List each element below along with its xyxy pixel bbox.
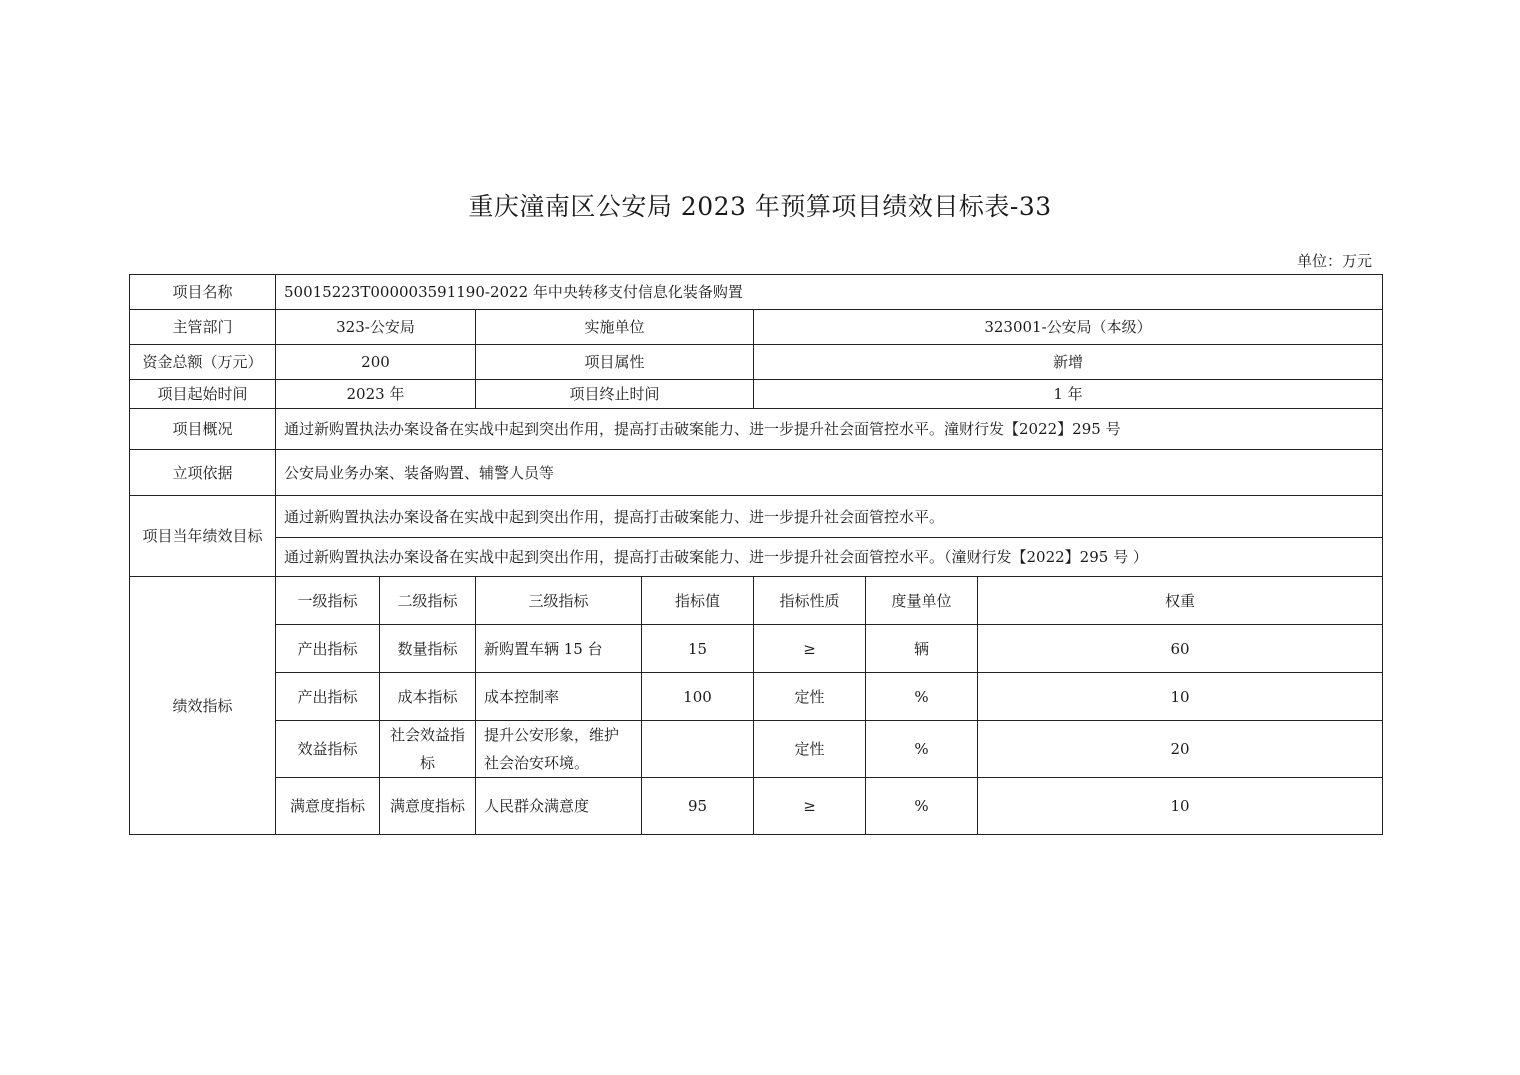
cell-l1: 效益指标: [276, 721, 380, 778]
header-nature: 指标性质: [754, 577, 866, 625]
row-basis: [130, 450, 1383, 496]
cell-weight: 10: [978, 778, 1383, 835]
page-title: 重庆潼南区公安局 2023 年预算项目绩效目标表-33: [468, 192, 1052, 221]
performance-table: [129, 274, 1383, 835]
cell-l1: 产出指标: [276, 625, 380, 673]
impl-unit-value: 323001-公安局（本级）: [754, 310, 1383, 345]
attr-value: 新增: [754, 345, 1383, 380]
header-l1: 一级指标: [276, 577, 380, 625]
cell-unit: %: [866, 721, 978, 778]
table-row: [130, 778, 1383, 835]
row-goal-2: [130, 538, 1383, 577]
cell-weight: 10: [978, 673, 1383, 721]
unit-label: 单位：万元: [1296, 252, 1372, 270]
cell-l2: 数量指标: [380, 625, 476, 673]
basis-value: 公安局业务办案、装备购置、辅警人员等: [276, 450, 1383, 496]
annual-goal-line-1: 通过新购置执法办案设备在实战中起到突出作用，提高打击破案能力、进一步提升社会面管控水平。: [276, 496, 1383, 538]
annual-goal-label: 项目当年绩效目标: [130, 496, 276, 577]
cell-nature: 定性: [754, 721, 866, 778]
annual-goal-line-2: 通过新购置执法办案设备在实战中起到突出作用，提高打击破案能力、进一步提升社会面管控水平。（潼财行发【2022】295 号 ）: [276, 538, 1383, 577]
cell-l1: 产出指标: [276, 673, 380, 721]
indicator-header-row: [130, 577, 1383, 625]
cell-value: 100: [642, 673, 754, 721]
cell-l3: 提升公安形象，维护社会治安环境。: [476, 721, 642, 778]
dept-label: 主管部门: [130, 310, 276, 345]
attr-label: 项目属性: [476, 345, 754, 380]
cell-unit: %: [866, 778, 978, 835]
header-l2: 二级指标: [380, 577, 476, 625]
cell-weight: 60: [978, 625, 1383, 673]
overview-label: 项目概况: [130, 409, 276, 450]
header-weight: 权重: [978, 577, 1383, 625]
header-unit: 度量单位: [866, 577, 978, 625]
cell-nature: ≥: [754, 778, 866, 835]
row-goal-1: [130, 496, 1383, 538]
dept-value: 323-公安局: [276, 310, 476, 345]
cell-nature: ≥: [754, 625, 866, 673]
row-overview: [130, 409, 1383, 450]
cell-value: 95: [642, 778, 754, 835]
cell-l2: 满意度指标: [380, 778, 476, 835]
cell-l3: 人民群众满意度: [476, 778, 642, 835]
cell-weight: 20: [978, 721, 1383, 778]
end-label: 项目终止时间: [476, 380, 754, 409]
cell-l3: 新购置车辆 15 台: [476, 625, 642, 673]
cell-value: 15: [642, 625, 754, 673]
project-name-label: 项目名称: [130, 275, 276, 310]
cell-l2: 成本指标: [380, 673, 476, 721]
cell-l2: 社会效益指标: [380, 721, 476, 778]
funds-label: 资金总额（万元）: [130, 345, 276, 380]
header-value: 指标值: [642, 577, 754, 625]
cell-value: [642, 721, 754, 778]
table-row: [130, 625, 1383, 673]
impl-unit-label: 实施单位: [476, 310, 754, 345]
cell-l1: 满意度指标: [276, 778, 380, 835]
cell-unit: 辆: [866, 625, 978, 673]
funds-value: 200: [276, 345, 476, 380]
basis-label: 立项依据: [130, 450, 276, 496]
start-value: 2023 年: [276, 380, 476, 409]
header-l3: 三级指标: [476, 577, 642, 625]
table-row: [130, 673, 1383, 721]
table-row: [130, 721, 1383, 778]
row-funds: [130, 345, 1383, 380]
row-project-name: [130, 275, 1383, 310]
row-period: [130, 380, 1383, 409]
end-value: 1 年: [754, 380, 1383, 409]
row-dept: [130, 310, 1383, 345]
cell-unit: %: [866, 673, 978, 721]
cell-nature: 定性: [754, 673, 866, 721]
cell-l3: 成本控制率: [476, 673, 642, 721]
project-name-value: 50015223T000003591190-2022 年中央转移支付信息化装备购置: [276, 275, 1383, 310]
overview-value: 通过新购置执法办案设备在实战中起到突出作用，提高打击破案能力、进一步提升社会面管控水平。潼财行发【2022】295 号: [276, 409, 1383, 450]
indicators-label: 绩效指标: [130, 577, 276, 835]
start-label: 项目起始时间: [130, 380, 276, 409]
